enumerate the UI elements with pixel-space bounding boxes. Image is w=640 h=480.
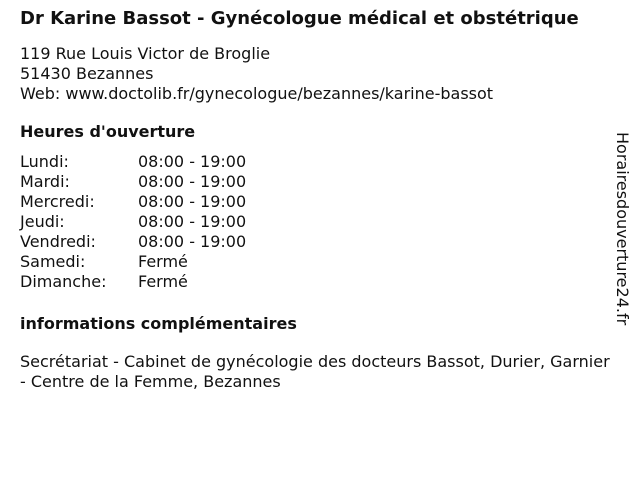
hours-time: 08:00 - 19:00 — [138, 192, 247, 211]
hours-time: 08:00 - 19:00 — [138, 212, 247, 231]
hours-heading: Heures d'ouverture — [20, 122, 196, 141]
page-title: Dr Karine Bassot - Gynécologue médical et obstétrique — [20, 8, 579, 29]
address-web: Web: www.doctolib.fr/gynecologue/bezannes/karine-bassot — [20, 84, 494, 103]
hours-day: Samedi: — [20, 252, 86, 271]
info-heading: informations complémentaires — [20, 314, 297, 333]
hours-day: Mardi: — [20, 172, 70, 191]
hours-row — [20, 192, 616, 212]
address-street: 119 Rue Louis Victor de Broglie — [20, 44, 271, 63]
hours-row — [20, 232, 616, 252]
hours-row — [20, 152, 616, 172]
hours-day: Vendredi: — [20, 232, 96, 251]
hours-row — [20, 272, 616, 292]
hours-time: 08:00 - 19:00 — [138, 152, 247, 171]
hours-row — [20, 212, 616, 232]
hours-table — [20, 152, 616, 292]
hours-day: Mercredi: — [20, 192, 95, 211]
hours-day: Jeudi: — [20, 212, 65, 231]
site-watermark: Horairesdouverture24.fr — [613, 132, 632, 326]
hours-time: 08:00 - 19:00 — [138, 232, 247, 251]
hours-row — [20, 252, 616, 272]
listing-content — [20, 8, 616, 392]
hours-row — [20, 172, 616, 192]
hours-time: 08:00 - 19:00 — [138, 172, 247, 191]
address-city: 51430 Bezannes — [20, 64, 154, 83]
hours-day: Dimanche: — [20, 272, 107, 291]
hours-time: Fermé — [138, 252, 188, 271]
info-text: Secrétariat - Cabinet de gynécologie des docteurs Bassot, Durier, Garnier - Centre de la Femme, Bezannes — [20, 352, 610, 391]
hours-day: Lundi: — [20, 152, 69, 171]
hours-time: Fermé — [138, 272, 188, 291]
address-block — [20, 44, 616, 104]
